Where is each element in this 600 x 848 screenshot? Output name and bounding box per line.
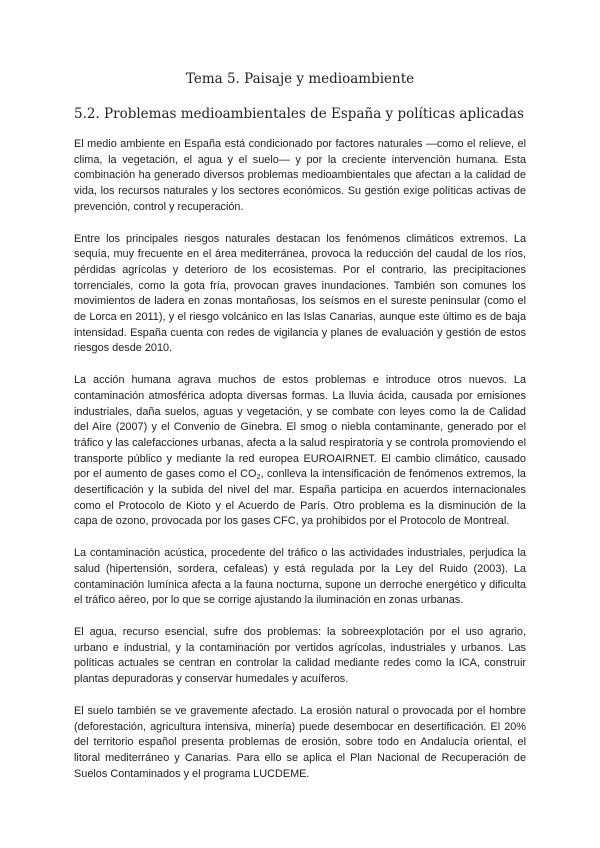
paragraph-introduction: El medio ambiente en España está condicionado por factores naturales —como el relieve, el clima, la vegetación, el agua y el suelo— y por la creciente intervención humana. Esta combinación ha generado diversos problemas medioambientales que afectan a la calidad de vida, los recursos naturales y los sectores económicos. Su gestión exige políticas activas de prevención, control y recuperación. [74,138,526,213]
paragraph-water: El agua, recurso esencial, sufre dos problemas: la sobreexplotación por el uso agrario, urbano e industrial, y la contaminación por vertidos agrícolas, industriales y urbanos. Las políticas actuales se centran en controlar la calidad mediante redes como la ICA, construir plantas depuradoras y conservar humedales y acuíferos. [74,625,526,686]
paragraph-natural-risks: Entre los principales riesgos naturales destacan los fenómenos climáticos extremos. La sequía, muy frecuente en el área mediterránea, provoca la reducción del caudal de los ríos, pérdidas agrícolas y deterioro de los ecosistemas. Por el contrario, las precipitaciones torrenciales, como la gota fría, provocan graves inundaciones. También son comunes los movimientos de ladera en zonas montañosas, los seísmos en el sureste peninsular (como el de Lorca en 2011), y el riesgo volcánico en las Islas Canarias, aunque este último es de baja intensidad. España cuenta con redes de vigilancia y planes de evaluación y gestión de estos riesgos desde 2010. [74,232,526,355]
pollution-text-part-1: La acción humana agrava muchos de estos problemas e introduce otros nuevos. La contaminación atmosférica adopta diversas formas. La lluvia ácida, causada por emisiones industriales, daña suelos, aguas y vegetación, y se combate con leyes como la de Calidad del Aire (2007) y el Convenio de Ginebra. El smog o niebla contaminante, generado por el tráfico y las calefacciones urbanas, afecta a la salud respiratoria y se controla promoviendo el transporte público y mediante la red europea EUROAIRNET. El cambio climático, causado por el aumento de gases como el CO [74,374,526,481]
co2-subscript: 2 [256,472,261,482]
body-text [74,137,526,798]
paragraph-noise-light-pollution: La contaminación acústica, procedente del tráfico o las actividades industriales, perjudica la salud (hipertensión, sordera, cefaleas) y está regulada por la Ley del Ruido (2003). La contaminación lumínica afecta a la fauna nocturna, supone un derroche energético y dificulta el tráfico aéreo, por lo que se corrige ajustando la iluminación en zonas urbanas. [74,547,526,607]
section-title: 5.2. Problemas medioambientales de España y políticas aplicadas [74,106,524,122]
paragraph-soil: El suelo también se ve gravemente afectado. La erosión natural o provocada por el hombre (deforestación, agricultura intensiva, minería) puede desembocar en desertificación. El 20% del territorio español presenta problemas de erosión, sobre todo en Andalucía oriental, el litoral mediterráneo y Canarias. Para ello se aplica el Plan Nacional de Recuperación de Suelos Contaminados y el programa LUCDEME. [74,704,526,780]
document-title: Tema 5. Paisaje y medioambiente [185,71,415,87]
pollution-text-part-2: , conlleva la intensificación de fenómenos extremos, la desertificación y la subida del nivel del mar. España participa en acuerdos internacionales como el Protocolo de Kioto y el Acuerdo de París. Otro problema es la disminución de la capa de ozono, provocada por los gases CFC, ya prohibidos por el Protocolo de Montreal. [74,468,526,528]
paragraph-atmospheric-pollution [74,373,526,530]
